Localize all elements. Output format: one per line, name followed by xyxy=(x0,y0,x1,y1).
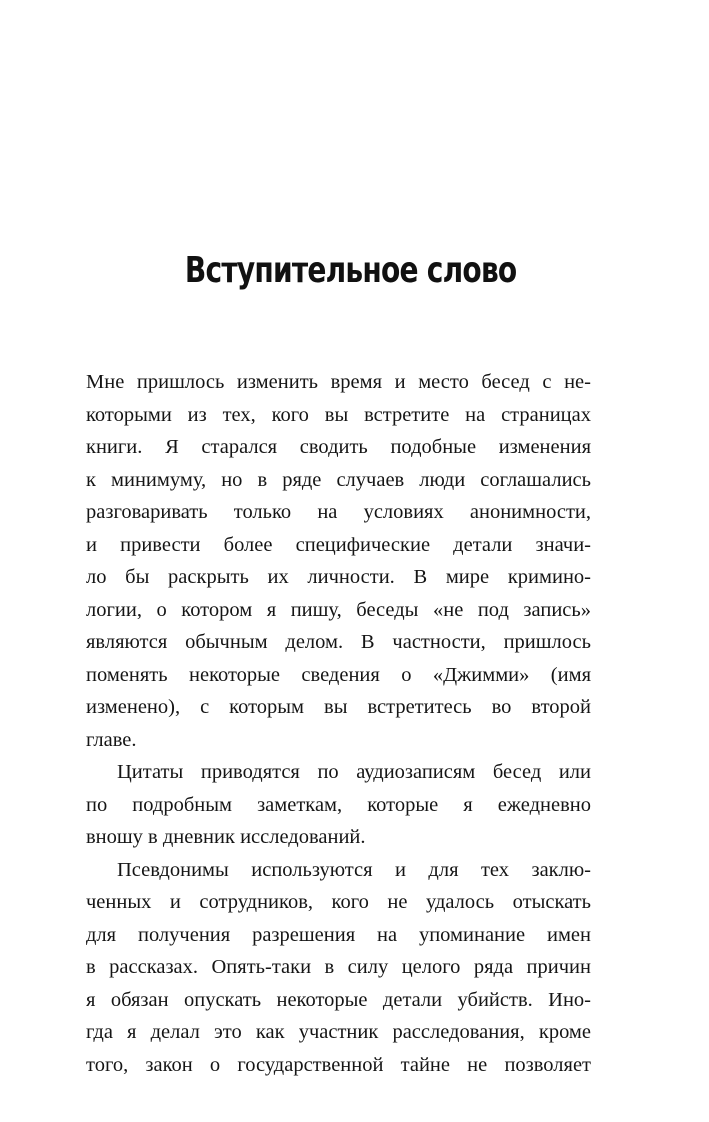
chapter-heading: Вступительное слово xyxy=(184,250,517,291)
text-line: того, закон о государственной тайне не позволяет xyxy=(86,1053,591,1076)
text-line: я обязан опускать некоторые детали убийств. Ино- xyxy=(86,988,591,1011)
text-line: Цитаты приводятся по аудиозаписям бесед или xyxy=(117,761,591,783)
text-line: вношу в дневник исследований. xyxy=(86,826,366,848)
text-line: в рассказах. Опять-таки в силу целого ряда причин xyxy=(86,956,591,978)
text-line: гда я делал это как участник расследования, кроме xyxy=(86,1021,591,1043)
text-line: книги. Я старался сводить подобные изменения xyxy=(86,436,591,458)
text-line: Псевдонимы используются и для тех заклю- xyxy=(117,858,591,881)
text-line: ченных и сотрудников, кого не удалось отыскать xyxy=(86,891,591,913)
text-line: поменять некоторые сведения о «Джимми» (имя xyxy=(86,663,591,686)
text-line: по подробным заметкам, которые я ежедневно xyxy=(86,793,591,816)
text-line: и привести более специфические детали значи- xyxy=(86,533,591,556)
text-line: для получения разрешения на упоминание имен xyxy=(86,923,591,946)
text-line: к минимуму, но в ряде случаев люди соглашались xyxy=(86,468,591,491)
text-line: логии, о котором я пишу, беседы «не под запись» xyxy=(86,598,591,621)
text-line: изменено), с которым вы встретитесь во второй xyxy=(86,696,591,718)
text-line: Мне пришлось изменить время и место бесед с не- xyxy=(86,371,591,393)
body-text xyxy=(86,366,591,1081)
text-line: являются обычным делом. В частности, пришлось xyxy=(86,631,591,653)
text-line: главе. xyxy=(86,728,137,751)
text-line: разговаривать только на условиях анонимности, xyxy=(86,501,591,523)
text-line: которыми из тех, кого вы встретите на страницах xyxy=(86,403,591,426)
text-line: ло бы раскрыть их личности. В мире кримино- xyxy=(86,566,591,588)
